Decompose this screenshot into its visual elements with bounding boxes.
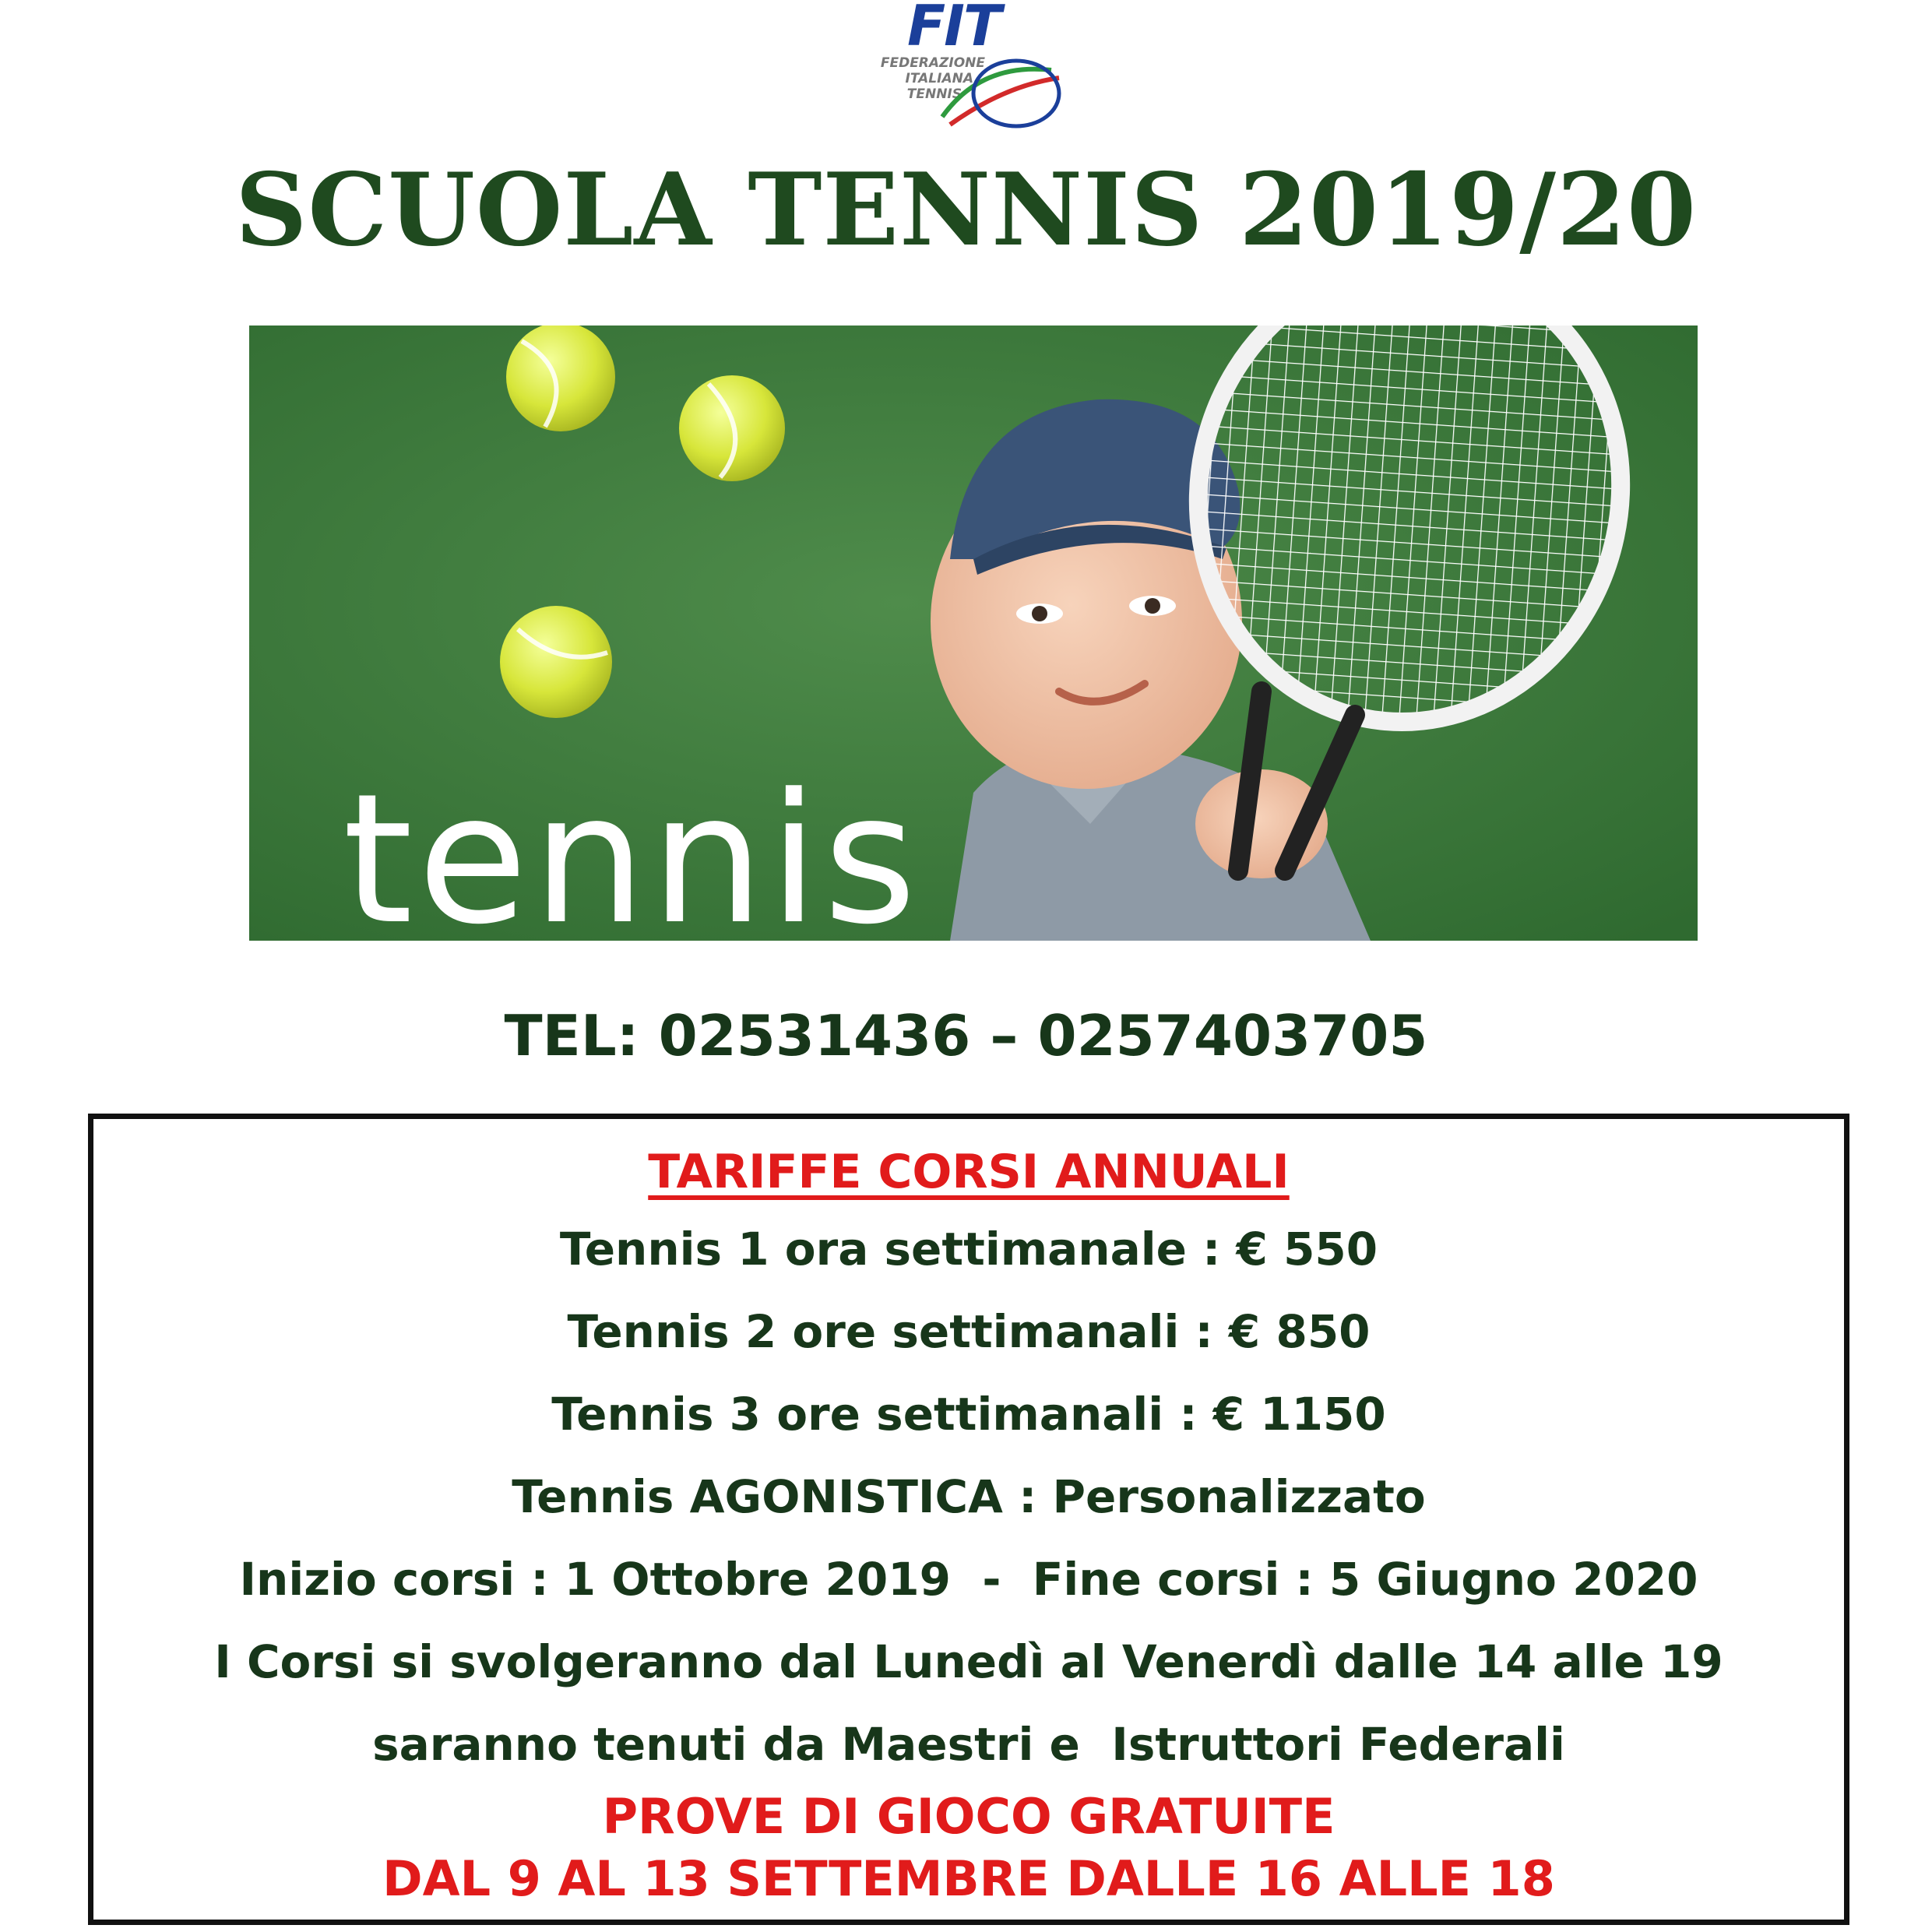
price-line-1h: Tennis 1 ora settimanale : € 550 [559, 1223, 1378, 1276]
logo-line-3: TENNIS [906, 86, 962, 102]
logo-line-1: FEDERAZIONE [880, 55, 985, 71]
page-title: SCUOLA TENNIS 2019/20 [234, 152, 1698, 269]
pricing-heading: TARIFFE CORSI ANNUALI [648, 1145, 1290, 1199]
tennis-ball [679, 375, 785, 481]
tennis-ball [506, 326, 615, 431]
hero-image [249, 326, 1698, 941]
price-line-2h: Tennis 2 ore settimanali : € 850 [567, 1305, 1371, 1358]
logo-line-2: ITALIANA [905, 71, 973, 86]
tennis-ball [500, 606, 612, 718]
phone-numbers: TEL: 02531436 – 0257403705 [504, 1003, 1428, 1068]
free-trial-dates: DAL 9 AL 13 SETTEMBRE DALLE 16 ALLE 18 [382, 1850, 1555, 1907]
course-schedule: I Corsi si svolgeranno dal Lunedì al Venerdì dalle 14 alle 19 [214, 1635, 1723, 1688]
fit-logo [825, 0, 1090, 132]
pricing-box [88, 1114, 1849, 1925]
course-dates: Inizio corsi : 1 Ottobre 2019 - Fine corsi : 5 Giugno 2020 [239, 1553, 1698, 1606]
hero-word: tennis [343, 756, 921, 941]
price-line-agonistica: Tennis AGONISTICA : Personalizzato [512, 1470, 1426, 1523]
course-instructors: saranno tenuti da Maestri e Istruttori Federali [372, 1718, 1565, 1771]
free-trial-heading: PROVE DI GIOCO GRATUITE [602, 1788, 1336, 1845]
logo-letters: FIT [907, 0, 1001, 58]
price-line-3h: Tennis 3 ore settimanali : € 1150 [551, 1388, 1386, 1441]
